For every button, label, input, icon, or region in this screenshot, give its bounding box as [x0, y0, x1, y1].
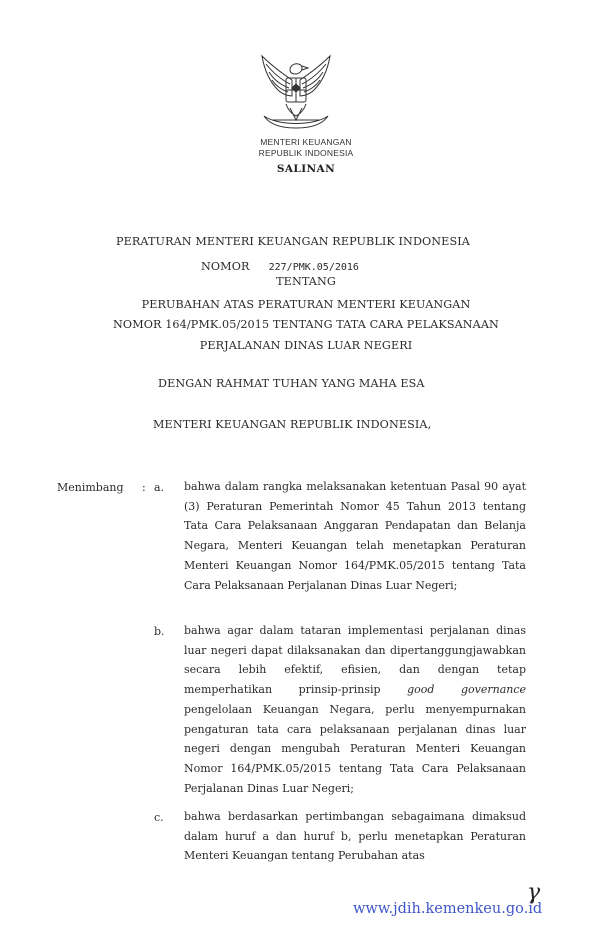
tentang-heading: TENTANG [276, 275, 336, 288]
institution-line-2: REPUBLIK INDONESIA [258, 148, 354, 158]
invocation: DENGAN RAHMAT TUHAN YANG MAHA ESA [158, 377, 425, 390]
item-b-marker: b. [154, 625, 165, 638]
subject-line-1: PERUBAHAN ATAS PERATURAN MENTERI KEUANGAN [141, 298, 471, 311]
nomor-label: NOMOR [201, 260, 250, 273]
website-link[interactable]: www.jdih.kemenkeu.go.id [353, 901, 543, 917]
subject-line-2: NOMOR 164/PMK.05/2015 TENTANG TATA CARA PELAKSANAAN [113, 318, 499, 331]
item-b-text-after: pengelolaan Keuangan Negara, perlu menyempurnakan pengaturan tata cara pelaksanaan perjalanan dinas luar negeri dengan mengubah Peraturan Menteri Keuangan Nomor 164/PMK.05/2015 tentang Tata Cara Pelaksanaan Perjalanan Dinas Luar Negeri; [184, 702, 526, 795]
authority: MENTERI KEUANGAN REPUBLIK INDONESIA, [153, 418, 432, 431]
institution-line-1: MENTERI KEUANGAN [260, 137, 352, 147]
item-b-text [184, 621, 526, 798]
item-a-text: bahwa dalam rangka melaksanakan ketentuan Pasal 90 ayat (3) Peraturan Pemerintah Nomor 45 Tahun 2013 tentang Tata Cara Pelaksanaan Anggaran Pendapatan dan Belanja Negara, Menteri Keuangan telah menetapkan Peraturan Menteri Keuangan Nomor 164/PMK.05/2015 tentang Tata Cara Pelaksanaan Perjalanan Dinas Luar Negeri; [184, 480, 526, 592]
salinan-stamp: SALINAN [276, 163, 336, 175]
menimbang-colon: : [142, 481, 146, 494]
subject-line-3: PERJALANAN DINAS LUAR NEGERI [199, 339, 413, 352]
garuda-emblem-icon [256, 50, 336, 132]
item-c-marker: c. [154, 811, 164, 824]
item-b-italic-term: good governance [407, 683, 527, 697]
menimbang-label: Menimbang [57, 481, 124, 494]
item-b-text-before: bahwa agar dalam tataran implementasi perjalanan dinas luar negeri dapat dilaksanakan dan dipertanggungjawabkan secara lebih efektif, efisien, dan dengan tetap memperhatikan prinsip-prinsip [184, 624, 526, 697]
nomor-value: 227/PMK.05/2016 [268, 262, 359, 273]
regulation-number [201, 255, 359, 274]
paraf-initial: γ [527, 880, 541, 905]
item-c-text: bahwa berdasarkan pertimbangan sebagaimana dimaksud dalam huruf a dan huruf b, perlu menetapkan Peraturan Menteri Keuangan tentang Perubahan atas [184, 810, 526, 863]
regulation-title: PERATURAN MENTERI KEUANGAN REPUBLIK INDONESIA [116, 235, 470, 248]
item-a-marker: a. [154, 481, 165, 494]
